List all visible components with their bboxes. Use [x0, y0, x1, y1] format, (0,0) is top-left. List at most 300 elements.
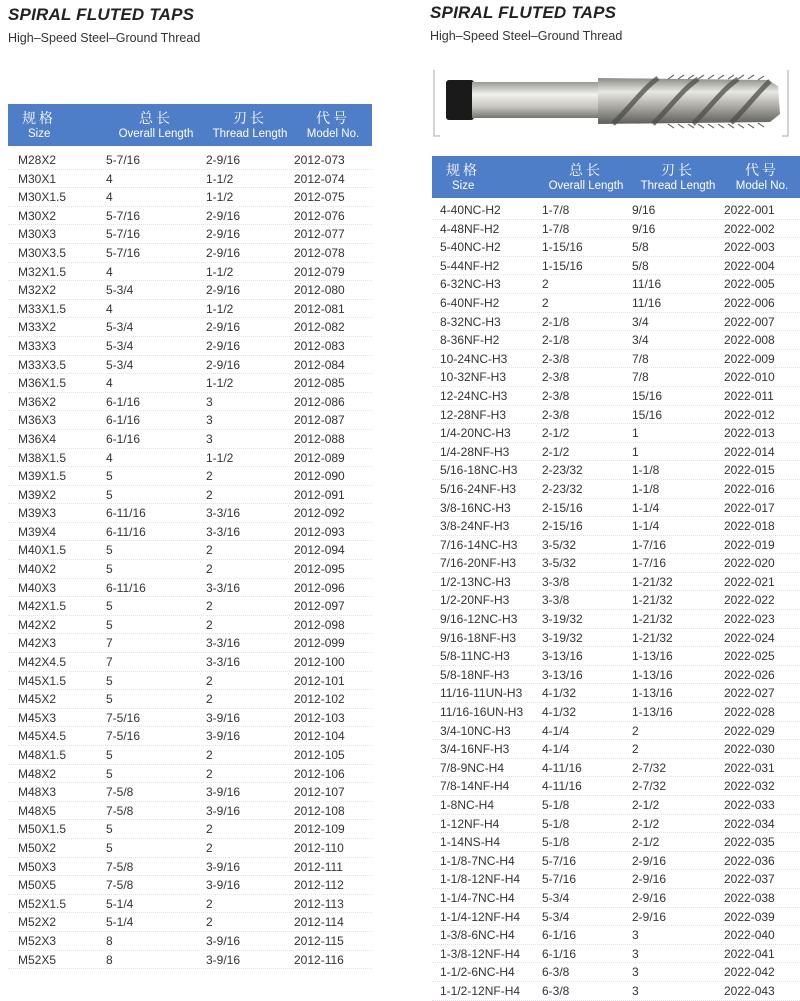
thread-length-cell: 2-9/16 — [206, 227, 241, 242]
overall-length-cell: 3-19/32 — [542, 612, 583, 627]
thread-length-cell: 15/16 — [632, 407, 663, 422]
model-no-cell: 2022-031 — [724, 760, 775, 775]
thread-length-cell: 2-7/32 — [632, 760, 667, 775]
header-size — [8, 104, 106, 146]
header-model-no-cn: 代号 — [745, 161, 779, 178]
model-no-cell: 2012-079 — [294, 264, 345, 279]
overall-length-cell: 4-11/16 — [542, 779, 582, 794]
size-cell: M52X2 — [18, 915, 57, 930]
overall-length-cell: 1-15/16 — [542, 240, 583, 255]
thread-length-cell: 1-13/16 — [632, 667, 673, 682]
overall-length-cell: 5 — [106, 692, 113, 707]
thread-length-cell: 7/8 — [632, 370, 649, 385]
model-no-cell: 2012-088 — [294, 431, 345, 446]
table-row — [8, 151, 372, 170]
model-no-cell: 2022-026 — [724, 667, 775, 682]
thread-length-cell: 2 — [206, 673, 213, 688]
size-cell: M30X3 — [18, 227, 57, 242]
table-row — [8, 393, 372, 412]
thread-length-cell: 1-1/2 — [206, 450, 234, 465]
table-row — [432, 777, 800, 796]
overall-length-cell: 3-5/32 — [542, 556, 577, 571]
overall-length-cell: 4-1/32 — [542, 705, 577, 720]
model-no-cell: 2022-035 — [724, 835, 775, 850]
model-no-cell: 2012-077 — [294, 227, 345, 242]
thread-length-cell: 2-1/2 — [632, 816, 660, 831]
size-cell: M38X1.5 — [18, 450, 67, 465]
size-cell: 7/16-20NF-H3 — [440, 556, 517, 571]
thread-length-cell: 2 — [206, 617, 213, 632]
overall-length-cell: 2-1/8 — [542, 314, 570, 329]
thread-length-cell: 2 — [206, 748, 213, 762]
table-row — [8, 951, 372, 970]
model-no-cell: 2012-085 — [294, 376, 345, 391]
thread-length-cell: 1-1/8 — [632, 481, 660, 496]
table-row — [432, 722, 800, 741]
table-row — [8, 374, 372, 393]
size-cell: M30X3.5 — [18, 245, 67, 260]
thread-length-cell: 3 — [632, 983, 639, 998]
table-row — [432, 368, 800, 387]
thread-length-cell: 3-9/16 — [206, 785, 241, 800]
table-row — [8, 895, 372, 914]
size-cell: 11/16-16UN-H3 — [440, 705, 524, 720]
table-row — [432, 908, 800, 927]
table-row — [8, 839, 372, 858]
thread-length-cell: 2 — [206, 822, 213, 837]
header-overall-length-en: Overall Length — [118, 127, 194, 140]
model-no-cell: 2022-014 — [724, 444, 775, 459]
overall-length-cell: 4 — [106, 450, 113, 465]
model-no-cell: 2012-112 — [294, 878, 344, 893]
header-thread-length-en: Thread Length — [640, 179, 716, 192]
size-cell: 1/2-20NF-H3 — [440, 593, 510, 608]
size-cell: 3/8-24NF-H3 — [440, 519, 510, 534]
size-cell: M52X5 — [18, 952, 57, 967]
size-cell: 5/16-18NC-H3 — [440, 463, 518, 478]
right-title: SPIRAL FLUTED TAPS — [430, 3, 617, 22]
size-cell: 4-40NC-H2 — [440, 203, 501, 217]
thread-length-cell: 2-9/16 — [206, 357, 241, 372]
table-row — [8, 504, 372, 523]
size-cell: M33X3 — [18, 338, 57, 353]
model-no-cell: 2012-076 — [294, 208, 345, 223]
size-cell: M40X3 — [18, 580, 57, 595]
thread-length-cell: 3-3/16 — [206, 524, 241, 539]
table-row — [432, 257, 800, 276]
size-cell: M28X2 — [18, 153, 57, 167]
table-row — [8, 616, 372, 635]
overall-length-cell: 5-7/16 — [542, 853, 577, 868]
overall-length-cell: 6-1/16 — [106, 413, 141, 428]
model-no-cell: 2022-019 — [724, 537, 775, 552]
thread-length-cell: 3-9/16 — [206, 710, 241, 725]
overall-length-cell: 2-23/32 — [542, 463, 583, 478]
thread-length-cell: 3 — [632, 965, 639, 980]
table-row — [432, 275, 800, 294]
table-row — [432, 424, 800, 443]
thread-length-cell: 3-9/16 — [206, 859, 241, 874]
model-no-cell: 2012-096 — [294, 580, 345, 595]
model-no-cell: 2012-102 — [294, 692, 345, 707]
thread-length-cell: 5/8 — [632, 258, 649, 273]
size-cell: M48X5 — [18, 803, 57, 818]
model-no-cell: 2022-015 — [724, 463, 775, 478]
model-no-cell: 2012-095 — [294, 562, 345, 577]
overall-length-cell: 5 — [106, 840, 113, 855]
overall-length-cell: 4 — [106, 171, 113, 186]
thread-length-cell: 1-1/4 — [632, 500, 660, 515]
thread-length-cell: 2 — [632, 742, 639, 757]
size-cell: M39X3 — [18, 506, 57, 521]
table-row — [8, 207, 372, 226]
overall-length-cell: 5-7/16 — [106, 227, 141, 242]
thread-length-cell: 1 — [632, 426, 639, 441]
table-row — [8, 486, 372, 505]
overall-length-cell: 6-3/8 — [542, 965, 570, 980]
table-row — [8, 820, 372, 839]
model-no-cell: 2022-033 — [724, 798, 775, 812]
header-model-no-cn: 代号 — [316, 109, 350, 126]
overall-length-cell: 3-3/8 — [542, 593, 570, 608]
overall-length-cell: 2-15/16 — [542, 500, 583, 515]
overall-length-cell: 2-1/2 — [542, 426, 570, 441]
model-no-cell: 2022-017 — [724, 500, 775, 515]
table-row — [8, 225, 372, 244]
thread-length-cell: 3 — [206, 394, 213, 409]
table-row — [432, 573, 800, 592]
thread-length-cell: 2 — [206, 487, 213, 502]
table-row — [8, 244, 372, 263]
thread-length-cell: 3-3/16 — [206, 655, 241, 670]
overall-length-cell: 5-7/16 — [106, 208, 141, 223]
table-row — [8, 858, 372, 877]
thread-length-cell: 2-9/16 — [206, 208, 241, 223]
overall-length-cell: 2-1/2 — [542, 444, 570, 459]
overall-length-cell: 5 — [106, 673, 113, 688]
header-size-en: Size — [452, 179, 475, 192]
overall-length-cell: 5-7/16 — [106, 153, 141, 167]
table-row — [432, 815, 800, 834]
size-cell: M45X3 — [18, 710, 57, 725]
model-no-cell: 2012-108 — [294, 803, 345, 818]
size-cell: 9/16-18NF-H3 — [440, 630, 517, 645]
model-no-cell: 2012-107 — [294, 785, 345, 800]
size-cell: 3/4-10NC-H3 — [440, 723, 511, 738]
header-thread-length — [632, 156, 724, 198]
overall-length-cell: 7-5/8 — [106, 803, 134, 818]
size-cell: M33X1.5 — [18, 301, 67, 316]
overall-length-cell: 2-3/8 — [542, 407, 570, 422]
size-cell: 6-40NF-H2 — [440, 295, 500, 310]
thread-length-cell: 2 — [206, 692, 213, 707]
size-cell: M33X2 — [18, 320, 57, 335]
thread-length-cell: 3-9/16 — [206, 933, 241, 948]
overall-length-cell: 4 — [106, 190, 113, 205]
table-row — [8, 783, 372, 802]
table-row — [8, 672, 372, 691]
table-row — [8, 523, 372, 542]
thread-length-cell: 2 — [632, 723, 639, 738]
model-no-cell: 2022-012 — [724, 407, 775, 422]
table-row — [8, 300, 372, 319]
overall-length-cell: 5 — [106, 748, 113, 762]
model-no-cell: 2012-101 — [294, 673, 345, 688]
size-cell: 10-32NF-H3 — [440, 370, 507, 385]
overall-length-cell: 2-1/8 — [542, 333, 570, 348]
model-no-cell: 2022-029 — [724, 723, 775, 738]
size-cell: M45X4.5 — [18, 729, 67, 744]
overall-length-cell: 6-1/16 — [106, 431, 141, 446]
size-cell: M39X4 — [18, 524, 57, 539]
overall-length-cell: 6-1/16 — [542, 928, 577, 943]
overall-length-cell: 5-1/8 — [542, 798, 570, 812]
thread-length-cell: 3-9/16 — [206, 952, 241, 967]
table-row — [8, 170, 372, 189]
thread-length-cell: 1-1/2 — [206, 190, 234, 205]
thread-length-cell: 1-1/2 — [206, 171, 234, 186]
overall-length-cell: 5-7/16 — [542, 872, 577, 887]
table-row — [432, 982, 800, 1001]
overall-length-cell: 5-3/4 — [542, 909, 570, 924]
table-row — [8, 467, 372, 486]
size-cell: M36X1.5 — [18, 376, 67, 391]
table-row — [432, 536, 800, 555]
overall-length-cell: 6-11/16 — [106, 524, 146, 539]
size-cell: M42X3 — [18, 636, 57, 651]
table-row — [432, 610, 800, 629]
thread-length-cell: 2 — [206, 915, 213, 930]
size-cell: M50X1.5 — [18, 822, 67, 837]
table-row — [8, 709, 372, 728]
header-thread-length-cn: 刃长 — [233, 109, 267, 126]
overall-length-cell: 5-3/4 — [106, 357, 134, 372]
header-thread-length — [206, 104, 294, 146]
table-row — [8, 727, 372, 746]
table-row — [432, 889, 800, 908]
header-overall-length-cn: 总长 — [139, 109, 173, 126]
overall-length-cell: 2 — [542, 295, 549, 310]
header-model-no-en: Model No. — [306, 127, 360, 140]
overall-length-cell: 4-11/16 — [542, 760, 582, 775]
table-row — [432, 238, 800, 257]
overall-length-cell: 6-11/16 — [106, 580, 146, 595]
model-no-cell: 2012-084 — [294, 357, 345, 372]
overall-length-cell: 3-19/32 — [542, 630, 583, 645]
model-no-cell: 2012-086 — [294, 394, 345, 409]
size-cell: M42X4.5 — [18, 655, 67, 670]
size-cell: 5/16-24NF-H3 — [440, 481, 517, 496]
size-cell: M32X1.5 — [18, 264, 67, 279]
table-row — [8, 281, 372, 300]
model-no-cell: 2012-094 — [294, 543, 345, 558]
model-no-cell: 2022-021 — [724, 574, 775, 589]
overall-length-cell: 5 — [106, 822, 113, 837]
overall-length-cell: 7-5/8 — [106, 878, 134, 893]
header-model-no — [294, 104, 372, 146]
right-table-header — [432, 156, 800, 198]
model-no-cell: 2022-018 — [724, 519, 775, 534]
header-size-cn: 规格 — [446, 161, 480, 178]
thread-length-cell: 3-9/16 — [206, 878, 241, 893]
thread-length-cell: 3 — [206, 413, 213, 428]
size-cell: M36X2 — [18, 394, 57, 409]
model-no-cell: 2022-030 — [724, 742, 775, 757]
header-overall-length — [540, 156, 632, 198]
model-no-cell: 2022-011 — [724, 388, 774, 403]
model-no-cell: 2012-082 — [294, 320, 345, 335]
model-no-cell: 2012-075 — [294, 190, 345, 205]
model-no-cell: 2012-098 — [294, 617, 345, 632]
left-title: SPIRAL FLUTED TAPS — [8, 5, 195, 24]
size-cell: M40X2 — [18, 562, 57, 577]
thread-length-cell: 1-13/16 — [632, 686, 673, 701]
thread-length-cell: 9/16 — [632, 203, 656, 217]
overall-length-cell: 8 — [106, 952, 113, 967]
model-no-cell: 2022-036 — [724, 853, 775, 868]
thread-length-cell: 3 — [632, 928, 639, 943]
size-cell: M32X2 — [18, 283, 57, 298]
size-cell: M30X1.5 — [18, 190, 67, 205]
size-cell: M42X2 — [18, 617, 57, 632]
overall-length-cell: 5-3/4 — [106, 338, 134, 353]
table-row — [432, 684, 800, 703]
overall-length-cell: 7-5/16 — [106, 710, 141, 725]
table-row — [432, 945, 800, 964]
size-cell: 3/4-16NF-H3 — [440, 742, 510, 757]
table-row — [8, 449, 372, 468]
model-no-cell: 2022-028 — [724, 705, 775, 720]
header-overall-length — [106, 104, 206, 146]
model-no-cell: 2012-116 — [294, 952, 344, 967]
thread-length-cell: 2 — [206, 599, 213, 614]
table-row — [8, 690, 372, 709]
header-model-no — [724, 156, 800, 198]
overall-length-cell: 1-7/8 — [542, 221, 570, 236]
model-no-cell: 2012-104 — [294, 729, 345, 744]
overall-length-cell: 3-13/16 — [542, 667, 583, 682]
overall-length-cell: 4-1/4 — [542, 723, 570, 738]
thread-length-cell: 1 — [632, 444, 639, 459]
size-cell: 1-1/4-12NF-H4 — [440, 909, 521, 924]
overall-length-cell: 2-3/8 — [542, 351, 570, 366]
size-cell: 1-3/8-6NC-H4 — [440, 928, 515, 943]
overall-length-cell: 1-7/8 — [542, 203, 570, 217]
thread-length-cell: 2-9/16 — [206, 320, 241, 335]
size-cell: 7/16-14NC-H3 — [440, 537, 518, 552]
table-row — [8, 356, 372, 375]
overall-length-cell: 2-3/8 — [542, 388, 570, 403]
thread-length-cell: 2 — [206, 896, 213, 911]
thread-length-cell: 1-7/16 — [632, 556, 667, 571]
size-cell: M36X3 — [18, 413, 57, 428]
thread-length-cell: 2-7/32 — [632, 779, 667, 794]
size-cell: M33X3.5 — [18, 357, 67, 372]
thread-length-cell: 1-1/2 — [206, 301, 234, 316]
thread-length-cell: 1-1/2 — [206, 376, 234, 391]
spiral-tap-illustration-icon — [428, 64, 794, 142]
overall-length-cell: 5 — [106, 543, 113, 558]
table-row — [8, 263, 372, 282]
thread-length-cell: 1-13/16 — [632, 649, 673, 664]
size-cell: 1-1/4-7NC-H4 — [440, 890, 515, 905]
size-cell: M48X3 — [18, 785, 57, 800]
thread-length-cell: 2-9/16 — [632, 853, 667, 868]
size-cell: 10-24NC-H3 — [440, 351, 508, 366]
size-cell: M48X1.5 — [18, 748, 67, 762]
overall-length-cell: 2-3/8 — [542, 370, 570, 385]
overall-length-cell: 7 — [106, 636, 113, 651]
thread-length-cell: 3-9/16 — [206, 803, 241, 818]
header-thread-length-en: Thread Length — [212, 127, 288, 140]
model-no-cell: 2012-083 — [294, 338, 345, 353]
model-no-cell: 2022-024 — [724, 630, 775, 645]
thread-length-cell: 1-1/2 — [206, 264, 234, 279]
overall-length-cell: 4 — [106, 264, 113, 279]
thread-length-cell: 1-1/4 — [632, 519, 660, 534]
model-no-cell: 2012-074 — [294, 171, 345, 186]
table-row — [432, 480, 800, 499]
table-row — [432, 963, 800, 982]
size-cell: M48X2 — [18, 766, 57, 781]
table-row — [8, 597, 372, 616]
size-cell: 11/16-11UN-H3 — [440, 686, 523, 701]
overall-length-cell: 5-1/8 — [542, 816, 570, 831]
table-row — [432, 517, 800, 536]
size-cell: 8-36NF-H2 — [440, 333, 500, 348]
size-cell: 6-32NC-H3 — [440, 277, 501, 292]
size-cell: 1-14NS-H4 — [440, 835, 501, 850]
table-row — [432, 554, 800, 573]
model-no-cell: 2022-040 — [724, 928, 775, 943]
table-row — [432, 591, 800, 610]
model-no-cell: 2022-027 — [724, 686, 775, 701]
model-no-cell: 2022-023 — [724, 612, 775, 627]
thread-length-cell: 2 — [206, 562, 213, 577]
thread-length-cell: 1-21/32 — [632, 574, 673, 589]
thread-length-cell: 3-3/16 — [206, 636, 241, 651]
overall-length-cell: 5-1/4 — [106, 896, 134, 911]
thread-length-cell: 2-9/16 — [206, 153, 241, 167]
size-cell: 7/8-9NC-H4 — [440, 760, 505, 775]
table-row — [8, 337, 372, 356]
table-row — [8, 876, 372, 895]
table-row — [8, 913, 372, 932]
table-row — [432, 220, 800, 239]
header-overall-length-cn: 总长 — [569, 161, 603, 178]
table-row — [8, 932, 372, 951]
model-no-cell: 2022-039 — [724, 909, 775, 924]
table-row — [8, 430, 372, 449]
table-row — [432, 703, 800, 722]
thread-length-cell: 2-9/16 — [206, 283, 241, 298]
size-cell: 5/8-11NC-H3 — [440, 649, 510, 664]
overall-length-cell: 5-1/4 — [106, 915, 134, 930]
thread-length-cell: 2-9/16 — [632, 872, 667, 887]
overall-length-cell: 6-1/16 — [542, 946, 577, 961]
table-row — [432, 666, 800, 685]
size-cell: M39X1.5 — [18, 469, 67, 484]
model-no-cell: 2012-111 — [294, 859, 343, 874]
thread-length-cell: 1-7/16 — [632, 537, 667, 552]
model-no-cell: 2022-004 — [724, 258, 775, 273]
thread-length-cell: 1-21/32 — [632, 630, 673, 645]
model-no-cell: 2012-106 — [294, 766, 345, 781]
table-row — [432, 759, 800, 778]
overall-length-cell: 5-3/4 — [542, 890, 570, 905]
thread-length-cell: 3-3/16 — [206, 506, 241, 521]
size-cell: M36X4 — [18, 431, 57, 446]
